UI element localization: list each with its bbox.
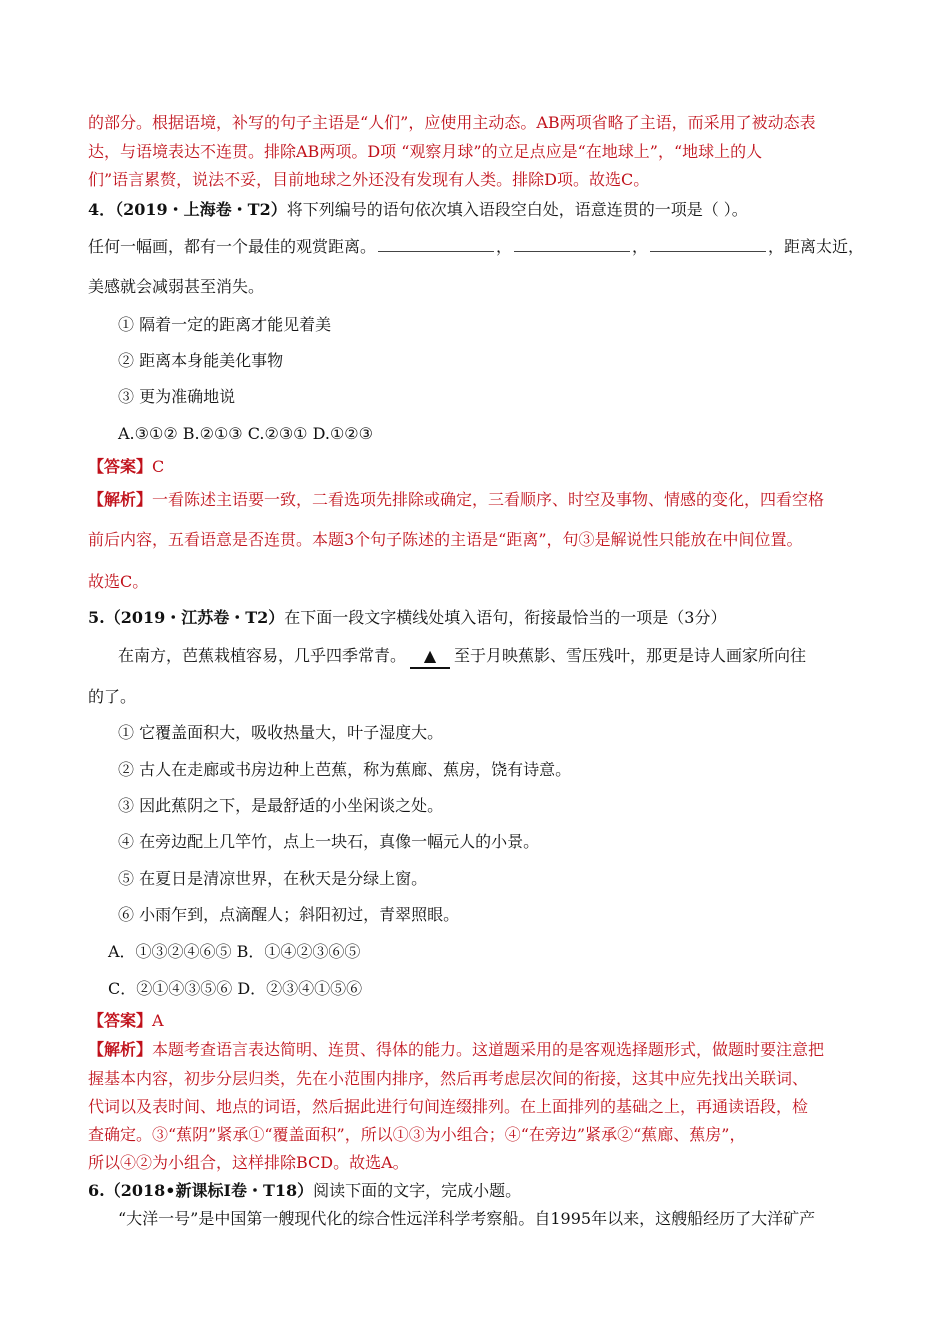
- question-4-analysis-line-1: [88, 489, 824, 511]
- question-5-passage-line-1: [118, 645, 806, 669]
- question-5-analysis-line-5: 所以④②为小组合，这样排除BCD。故选A。: [88, 1153, 409, 1172]
- sentence-item-6: ⑥ 小雨乍到，点滴醒人；斜阳初过，青翠照眼。: [118, 905, 460, 924]
- question-6-passage: “大洋一号”是中国第一艘现代化的综合性远洋科学考察船。自1995年以来，这艘船经历了大洋矿产: [118, 1209, 816, 1228]
- question-number: 4．: [88, 200, 116, 219]
- question-5-analysis-line-3: 代词以及表时间、地点的词语，然后据此进行句间连缀排列。在上面排列的基础之上，再通读语段，检: [88, 1097, 809, 1116]
- question-number: 6.: [88, 1181, 105, 1200]
- carry-analysis-line-2: 达，与语境表达不连贯。排除AB两项。D项 “观察月球”的立足点应是“在地球上”，“地球上的人: [88, 142, 763, 161]
- question-4-choices: A.③①② B.②①③ C.②③① D.①②③: [118, 424, 373, 443]
- question-4-analysis-line-3: 故选C。: [88, 572, 149, 591]
- question-4-answer: [88, 456, 164, 478]
- question-source: （2019・上海卷・T2）: [115, 200, 287, 219]
- question-4-passage-line-2: 美感就会减弱甚至消失。: [88, 277, 265, 296]
- separator: ，: [632, 237, 649, 256]
- sentence-item-2: ② 古人在走廊或书房边种上芭蕉，称为蕉廊、蕉房，饶有诗意。: [118, 760, 572, 779]
- answer-blank-2: [514, 237, 630, 252]
- question-5-passage-line-2: 的了。: [88, 687, 137, 706]
- question-5-analysis-line-4: 查确定。③“蕉阴”紧承①“覆盖面积”，所以①③为小组合；④“在旁边”紧承②“蕉廊、蕉房”，: [88, 1125, 746, 1144]
- passage-text: 任何一幅画，都有一个最佳的观赏距离。: [88, 237, 377, 256]
- option-item-2: ② 距离本身能美化事物: [118, 351, 284, 370]
- analysis-text: 一看陈述主语要一致，二看选项先排除或确定，三看顺序、时空及事物、情感的变化，四看空格: [152, 490, 825, 509]
- analysis-label: 【解析】: [88, 490, 153, 509]
- question-4-passage-line-1: [88, 236, 864, 258]
- answer-label: 【答案】: [88, 457, 153, 476]
- question-text: 阅读下面的文字，完成小题。: [313, 1181, 522, 1200]
- analysis-label: 【解析】: [88, 1040, 153, 1059]
- carry-analysis-line-1: 的部分。根据语境，补写的句子主语是“人们”，应使用主动态。AB两项省略了主语，而采用了被动态表: [88, 113, 816, 132]
- separator: ，: [496, 237, 513, 256]
- sentence-item-1: ① 它覆盖面积大，吸收热量大，叶子湿度大。: [118, 723, 444, 742]
- sentence-item-5: ⑤ 在夏日是清凉世界，在秋天是分绿上窗。: [118, 869, 428, 888]
- answer-blank-3: [650, 237, 766, 252]
- option-item-1: ① 隔着一定的距离才能见着美: [118, 315, 332, 334]
- sentence-item-4: ④ 在旁边配上几竿竹，点上一块石，真像一幅元人的小景。: [118, 832, 540, 851]
- passage-text: 至于月映蕉影、雪压残叶，那更是诗人画家所向往: [454, 646, 807, 665]
- answer-blank-1: [378, 237, 494, 252]
- question-5-choices-line-2: C．②①④③⑤⑥ D．②③④①⑤⑥: [108, 979, 363, 998]
- carry-analysis-line-3: 们”语言累赘，说法不妥，目前地球之外还没有发现有人类。排除D项。故选C。: [88, 170, 650, 189]
- answer-label: 【答案】: [88, 1011, 153, 1030]
- answer-value: A: [152, 1011, 164, 1030]
- question-source: （2019・江苏卷・T2）: [104, 608, 285, 627]
- triangle-blank: ▲: [410, 645, 450, 669]
- answer-value: C: [152, 457, 165, 476]
- question-5-choices-line-1: A．①③②④⑥⑤ B．①④②③⑥⑤: [108, 942, 361, 961]
- question-source: （2018•新课标Ⅰ卷・T18）: [104, 1181, 314, 1200]
- question-5-analysis-line-2: 握基本内容，初步分层归类，先在小范围内排序，然后再考虑层次间的衔接，这其中应先找出关联词、: [88, 1069, 809, 1088]
- question-6-stem: [88, 1180, 521, 1202]
- question-text: 在下面一段文字横线处填入语句，衔接最恰当的一项是（3分）: [284, 608, 727, 627]
- question-text: 将下列编号的语句依次填入语段空白处，语意连贯的一项是（ ）。: [286, 200, 748, 219]
- passage-text: 在南方，芭蕉栽植容易，几乎四季常青。: [118, 646, 407, 665]
- question-5-stem: [88, 607, 726, 629]
- analysis-text: 本题考查语言表达简明、连贯、得体的能力。这道题采用的是客观选择题形式，做题时要注意把: [152, 1040, 825, 1059]
- passage-text: ，距离太近，: [768, 237, 865, 256]
- question-4-analysis-line-2: 前后内容，五看语意是否连贯。本题3个句子陈述的主语是“距离”，句③是解说性只能放在中间位置。: [88, 530, 803, 549]
- option-item-3: ③ 更为准确地说: [118, 387, 236, 406]
- question-number: 5.: [88, 608, 105, 627]
- sentence-item-3: ③ 因此蕉阴之下，是最舒适的小坐闲谈之处。: [118, 796, 444, 815]
- question-5-analysis-line-1: [88, 1039, 824, 1061]
- question-4-stem: [88, 199, 748, 221]
- question-5-answer: [88, 1010, 164, 1032]
